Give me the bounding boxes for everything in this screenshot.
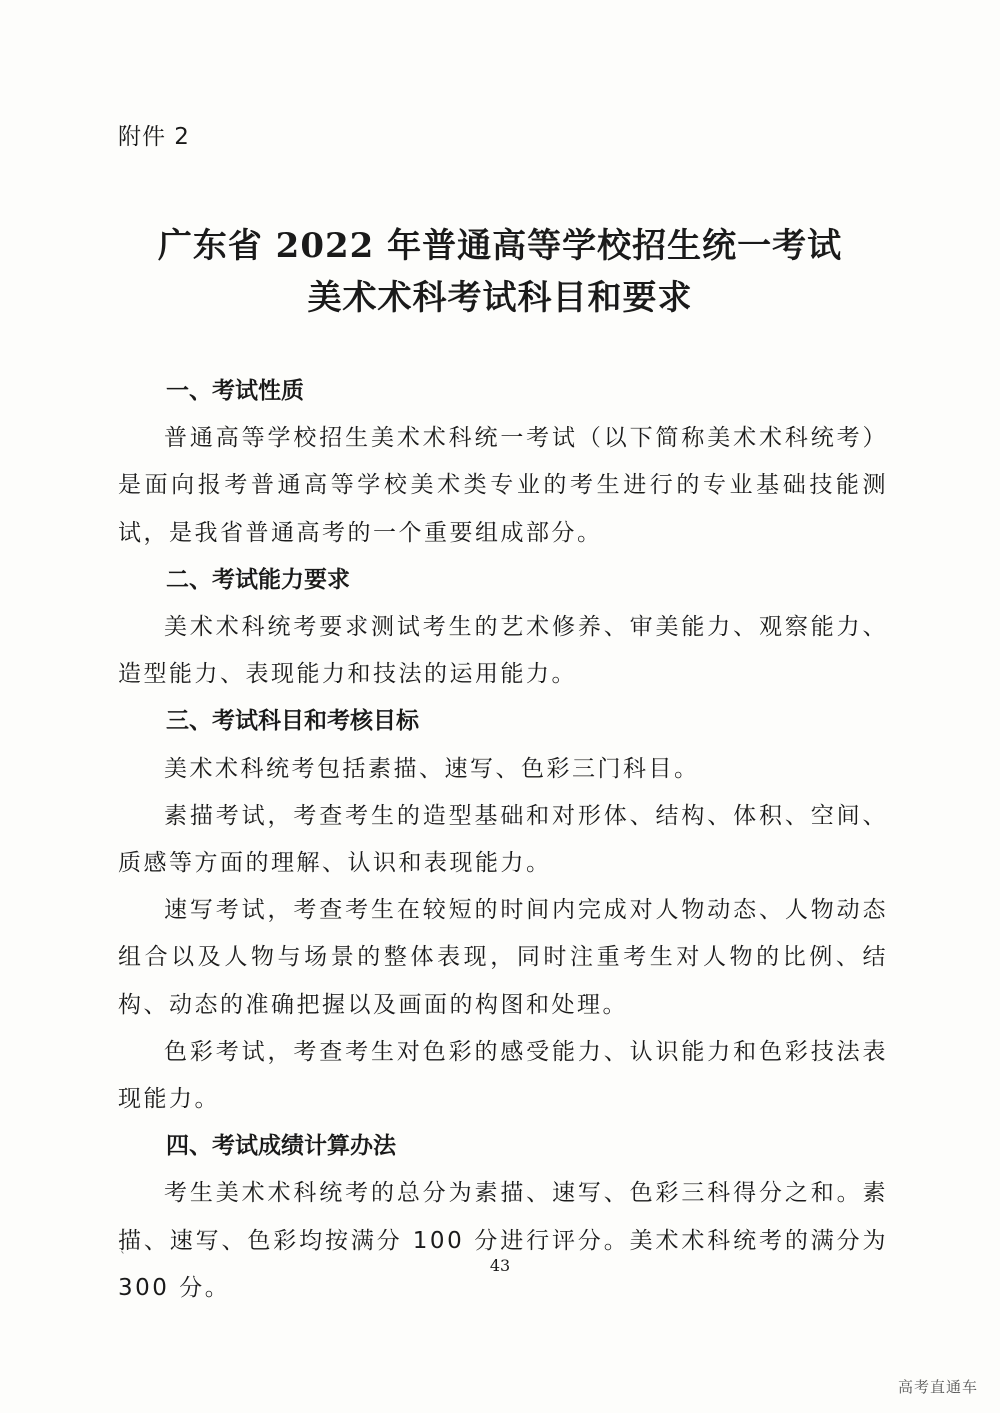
paragraph: 速写考试，考查考生在较短的时间内完成对人物动态、人物动态组合以及人物与场景的整体表现，同时注重考生对人物的比例、结构、动态的准确把握以及画面的构图和处理。 [118, 897, 888, 1018]
paragraph: 美术术科统考包括素描、速写、色彩三门科目。 [164, 755, 700, 782]
paragraph: 美术术科统考要求测试考生的艺术修养、审美能力、观察能力、造型能力、表现能力和技法的运用能力。 [118, 614, 888, 688]
section-heading-3: 三、考试科目和考核目标 [166, 708, 419, 735]
document-body [118, 368, 888, 1312]
paragraph: 色彩考试，考查考生对色彩的感受能力、认识能力和色彩技法表现能力。 [118, 1038, 888, 1113]
attachment-label: 附件 2 [118, 124, 190, 150]
page-number: 43 [489, 1256, 511, 1275]
section-heading-4: 四、考试成绩计算办法 [166, 1133, 396, 1160]
paragraph: 普通高等学校招生美术术科统一考试（以下简称美术术科统考）是面向报考普通高等学校美术类专业的考生进行的专业基础技能测试，是我省普通高考的一个重要组成部分。 [118, 425, 888, 546]
section-heading-1: 一、考试性质 [166, 378, 304, 404]
section-heading-2: 二、考试能力要求 [166, 566, 350, 593]
margin-mark: ` [120, 1250, 126, 1264]
document-title-line-1: 广东省 2022 年普通高等学校招生统一考试 [157, 226, 843, 266]
watermark: 高考直通车 [897, 1378, 978, 1396]
paragraph: 考生美术术科统考的总分为素描、速写、色彩三科得分之和。素描、速写、色彩均按满分 100 分进行评分。美术术科统考的满分为 300 分。 [118, 1180, 888, 1301]
paragraph: 素描考试，考查考生的造型基础和对形体、结构、体积、空间、质感等方面的理解、认识和表现能力。 [118, 802, 888, 877]
document-title-line-2: 美术术科考试科目和要求 [307, 278, 693, 318]
